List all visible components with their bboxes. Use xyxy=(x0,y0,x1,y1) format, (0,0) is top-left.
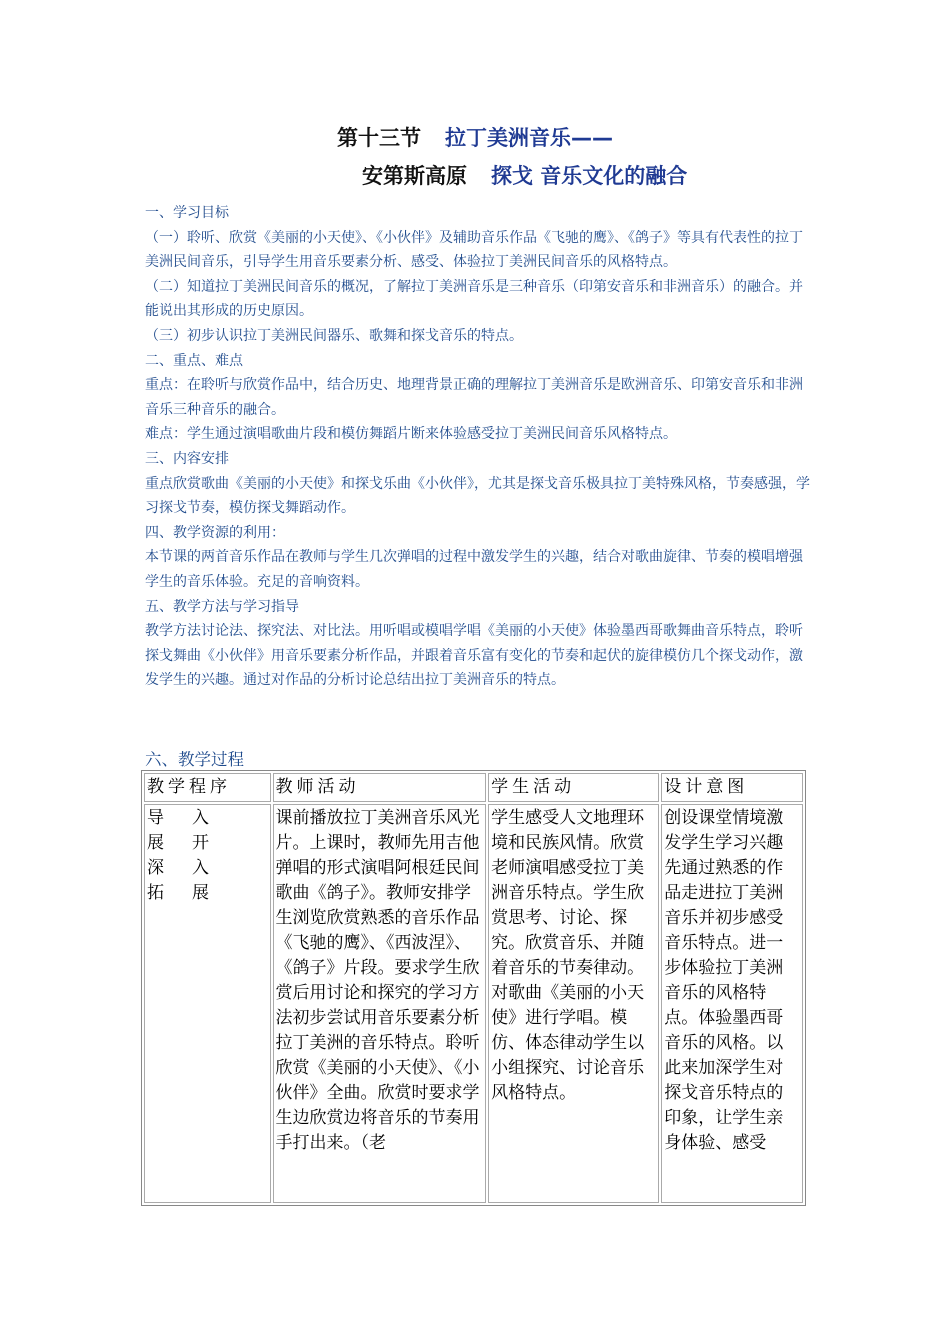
paragraph: 难点：学生通过演唱歌曲片段和模仿舞蹈片断来体验感受拉丁美洲民间音乐风格特点。 xyxy=(145,426,677,443)
header-procedure: 教学程序 xyxy=(144,773,271,802)
header-design: 设计意图 xyxy=(661,773,803,802)
teacher-activity-cell: 课前播放拉丁美洲音乐风光片。上课时，教师先用吉他弹唱的形式演唱阿根廷民间歌曲《鸽子》。教师安排学生浏览欣赏熟悉的音乐作品《飞驰的鹰》、《西波涅》、《鸽子》片段。要求学生欣赏后用讨论和探究的学习方法初步尝试用音乐要素分析拉丁美洲的音乐特点。聆听欣赏《美丽的小天使》、《小伙伴》全曲。欣赏时要求学生边欣赏边将音乐的节奏用手打出来。（老 xyxy=(273,804,487,1203)
title-main: 拉丁美洲音乐—— xyxy=(445,126,613,150)
paragraph: （三）初步认识拉丁美洲民间器乐、歌舞和探戈音乐的特点。 xyxy=(145,327,523,344)
title-sub-b: 探戈 音乐文化的融合 xyxy=(491,164,688,188)
paragraph: （一）聆听、欣赏《美丽的小天使》、《小伙伴》及辅助音乐作品《飞驰的鹰》、《鸽子》等具有代表性的拉丁美洲民间音乐，引导学生用音乐要素分析、感受、体验拉丁美洲民间音乐的风格特点。 xyxy=(145,229,803,271)
section-heading: 四、教学资源的利用： xyxy=(145,524,285,541)
document-body xyxy=(145,201,810,693)
stage-label: 展开 xyxy=(147,833,237,853)
header-teacher: 教师活动 xyxy=(273,773,487,802)
title-sub-a: 安第斯高原 xyxy=(362,164,467,188)
design-intent-cell: 创设课堂情境激发学生学习兴趣先通过熟悉的作品走进拉丁美洲音乐并初步感受音乐特点。进一步体验拉丁美洲音乐的风格特点。体验墨西哥音乐的风格。以此来加深学生对探戈音乐特点的印象，让学生亲身体验、感受 xyxy=(661,804,803,1203)
paragraph: 本节课的两首音乐作品在教师与学生几次弹唱的过程中激发学生的兴趣，结合对歌曲旋律、节奏的模唱增强学生的音乐体验。充足的音响资料。 xyxy=(145,549,803,590)
section-number: 第十三节 xyxy=(337,126,421,150)
section-heading: 二、重点、难点 xyxy=(145,352,243,369)
header-student: 学生活动 xyxy=(488,773,659,802)
section-heading: 五、教学方法与学习指导 xyxy=(145,598,299,615)
title-line-2 xyxy=(362,160,687,190)
section-heading: 三、内容安排 xyxy=(145,450,229,467)
student-activity-cell: 学生感受人文地理环境和民族风情。欣赏老师演唱感受拉丁美洲音乐特点。学生欣赏思考、讨论、探究。欣赏音乐、并随着音乐的节奏律动。对歌曲《美丽的小天使》进行学唱。模仿、体态律动学生以小组探究、讨论音乐风格特点。 xyxy=(488,804,659,1203)
stage-label: 拓展 xyxy=(147,883,237,903)
stage-label: 深入 xyxy=(147,858,237,878)
title-line-1 xyxy=(0,122,950,152)
teaching-process-table xyxy=(141,770,806,1206)
stage-label: 导入 xyxy=(147,808,237,828)
paragraph: （二）知道拉丁美洲民间音乐的概况，了解拉丁美洲音乐是三种音乐（印第安音乐和非洲音乐）的融合。并能说出其形成的历史原因。 xyxy=(145,278,803,320)
paragraph: 重点：在聆听与欣赏作品中，结合历史、地理背景正确的理解拉丁美洲音乐是欧洲音乐、印第安音乐和非洲音乐三种音乐的融合。 xyxy=(145,377,803,418)
table-header-row xyxy=(144,773,803,802)
section-heading-process: 六、教学过程 xyxy=(145,750,244,769)
procedure-cell xyxy=(144,804,271,1203)
table-row xyxy=(144,804,803,1203)
paragraph: 教学方法讨论法、探究法、对比法。用听唱或模唱学唱《美丽的小天使》体验墨西哥歌舞曲音乐特点，聆听探戈舞曲《小伙伴》用音乐要素分析作品，并跟着音乐富有变化的节奏和起伏的旋律模仿几个探戈动作，激发学生的兴趣。通过对作品的分析讨论总结出拉丁美洲音乐的特点。 xyxy=(145,623,803,689)
section-heading: 一、学习目标 xyxy=(145,205,229,221)
paragraph: 重点欣赏歌曲《美丽的小天使》和探戈乐曲《小伙伴》，尤其是探戈音乐极具拉丁美特殊风格，节奏感强，学习探戈节奏，模仿探戈舞蹈动作。 xyxy=(145,475,810,517)
